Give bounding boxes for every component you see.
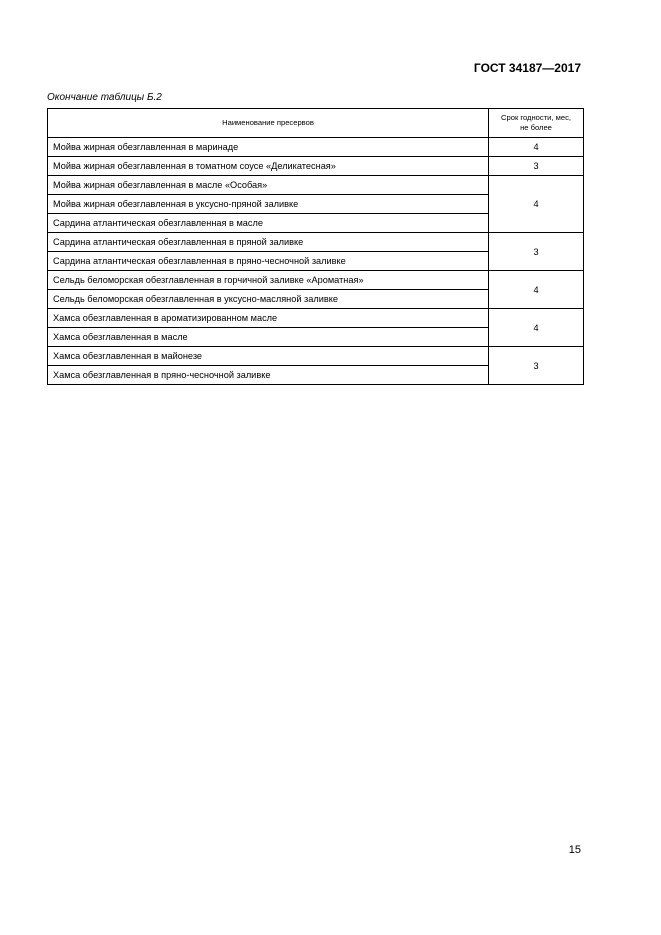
product-name: Хамса обезглавленная в пряно-чесночной заливке (48, 366, 489, 385)
product-name: Сельдь беломорская обезглавленная в горчичной заливке «Ароматная» (48, 271, 489, 290)
table-row (48, 271, 584, 290)
column-header-term (489, 109, 584, 138)
product-name: Мойва жирная обезглавленная в маринаде (48, 138, 489, 157)
product-name: Мойва жирная обезглавленная в уксусно-пряной заливке (48, 195, 489, 214)
column-header-term-line2: не более (520, 123, 552, 132)
product-name: Сардина атлантическая обезглавленная в масле (48, 214, 489, 233)
shelf-life-value: 4 (489, 309, 584, 347)
shelf-life-value: 4 (489, 176, 584, 233)
document-standard: ГОСТ 34187—2017 (473, 61, 581, 75)
table-header-row (48, 109, 584, 138)
product-name: Сельдь беломорская обезглавленная в уксусно-масляной заливке (48, 290, 489, 309)
shelf-life-value: 3 (489, 157, 584, 176)
column-header-term-line1: Срок годности, мес, (501, 113, 571, 122)
product-name: Мойва жирная обезглавленная в томатном соусе «Деликатесная» (48, 157, 489, 176)
product-name: Сардина атлантическая обезглавленная в пряной заливке (48, 233, 489, 252)
product-name: Хамса обезглавленная в масле (48, 328, 489, 347)
table-row (48, 138, 584, 157)
shelf-life-value: 3 (489, 347, 584, 385)
product-name: Хамса обезглавленная в ароматизированном масле (48, 309, 489, 328)
shelf-life-table (47, 108, 584, 385)
page-number: 15 (568, 844, 581, 856)
shelf-life-value: 4 (489, 138, 584, 157)
product-name: Сардина атлантическая обезглавленная в пряно-чесночной заливке (48, 252, 489, 271)
column-header-name: Наименование пресервов (48, 109, 489, 138)
shelf-life-value: 3 (489, 233, 584, 271)
table-row (48, 157, 584, 176)
table-caption: Окончание таблицы Б.2 (47, 92, 162, 103)
product-name: Мойва жирная обезглавленная в масле «Особая» (48, 176, 489, 195)
shelf-life-value: 4 (489, 271, 584, 309)
table-row (48, 176, 584, 195)
table-row (48, 309, 584, 328)
table-row (48, 233, 584, 252)
product-name: Хамса обезглавленная в майонезе (48, 347, 489, 366)
table-row (48, 347, 584, 366)
